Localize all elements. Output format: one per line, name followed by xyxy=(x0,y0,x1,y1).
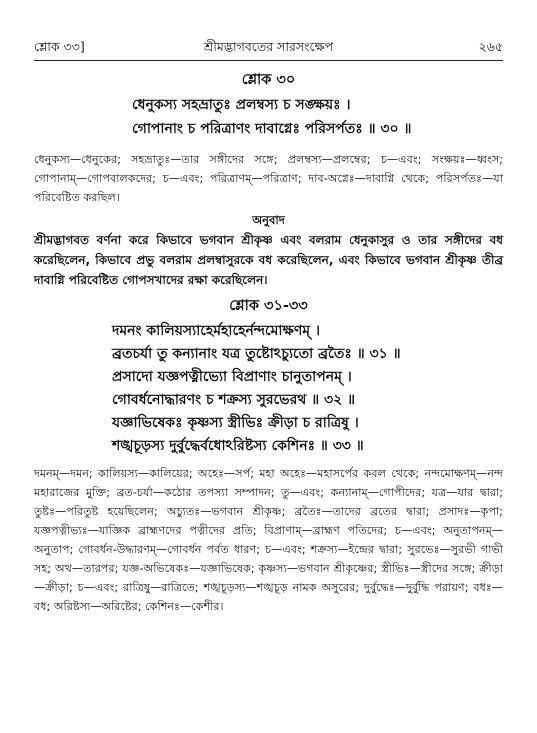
header-page-number: ২৬৫ xyxy=(478,39,503,54)
verse-line: যজ্ঞাভিষেকঃ কৃষ্ণস্য স্ত্রীভিঃ ক্রীড়া চ রাত্রিষু । xyxy=(112,415,359,431)
verse-heading: শ্লোক ৩১-৩৩ xyxy=(229,298,308,314)
header-rule xyxy=(34,60,503,61)
verse-line: ব্রতচর্যা তু কন্যানাং যত্র তুষ্টোঽচ্যুতো ব্রতৈঃ ॥ ৩১ ॥ xyxy=(112,346,401,362)
synonyms-30 xyxy=(34,150,503,207)
synonyms-31-33 xyxy=(34,464,503,616)
translation-title-30 xyxy=(34,211,503,229)
header-book-title: শ্রীমদ্ভাগবতের সারসংক্ষেপ xyxy=(203,39,334,54)
verse-line: গোবর্ধনোদ্ধারণং চ শক্রস্য সুরভেরথ ॥ ৩২ ॥ xyxy=(112,392,356,408)
sanskrit-verse-30-line2 xyxy=(132,118,503,141)
verse-30-heading-block xyxy=(34,70,503,90)
header-verse-ref: শ্লোক ৩৩] xyxy=(34,39,85,54)
verse-line: প্রসাদো যজ্ঞপত্নীভ্যো বিপ্রাণাং চানুতাপনম্ । xyxy=(112,369,352,385)
verse-line: দমনং কালিয়স্যাহের্মহাহের্নন্দমোক্ষণম্ । xyxy=(112,323,320,339)
translation-text: শ্রীমদ্ভাগবত বর্ণনা করে কিভাবে ভগবান শ্রীকৃষ্ণ এবং বলরাম ধেনুকাসুর ও তার সঙ্গীদের বধ করেছিলেন, কিভাবে প্রভু বলরাম প্রলম্বাসুরকে বধ করেছিলেন, এবং কিভাবে ভগবান শ্রীকৃষ্ণ তীব্র দাবাগ্নি পরিবেষ্টিত গোপসখাদের রক্ষা করেছিলেন। xyxy=(34,233,503,287)
word-for-word-synonyms: ধেনুকস্য—ধেনুকের; সহভ্রাতুঃ—তার সঙ্গীদের সঙ্গে; প্রলম্বস্য—প্রলম্বের; চ—এবং; সংক্ষয়ঃ—ধ্বংস; গোপানাম্—গোপবালকদের; চ—এবং; পরিত্রাণম্—পরিত্রাণ; দাব-অগ্নেঃ—দাবাগ্নি থেকে; পরিসর্পতঃ—যা পরিবেষ্টিত করছিল। xyxy=(34,153,503,204)
sanskrit-verse-30 xyxy=(132,94,503,117)
verse-line: ধেনুকস্য সহভ্রাতুঃ প্রলম্বস্য চ সঙ্ক্ষয়ঃ । xyxy=(132,97,351,113)
verse-31-33-heading-block xyxy=(34,296,503,316)
verse-line: শঙ্খচূড়স্য দুর্বুদ্ধের্বধোঽরিষ্টস্য কেশিনঃ ॥ ৩৩ ॥ xyxy=(112,438,364,454)
translation-heading: অনুবাদ xyxy=(252,213,285,227)
running-header xyxy=(34,40,503,58)
sanskrit-verse-31-33 xyxy=(112,320,503,458)
word-for-word-synonyms: দমনম্—দমন; কালিয়স্য—কালিয়ের; অহেঃ—সর্প; মহা অহেঃ—মহাসর্পের কবল থেকে; নন্দমোক্ষণম্—নন্দ মহারাজের মুক্তি; ব্রত-চর্যা—কঠোর তপস্যা সম্পাদন; তু—এবং; কন্যানাম্—গোপীদের; যত্র—যার দ্বারা; তুষ্টঃ—পরিতুষ্ট হয়েছিলেন; অচ্যুতঃ—ভগবান শ্রীকৃষ্ণ; ব্রতৈঃ—তাদের ব্রতের দ্বারা; প্রসাদঃ—কৃপা; যজ্ঞপত্নীভ্যঃ—যাজ্ঞিক ব্রাহ্মণদের পত্নীদের প্রতি; বিপ্রাণাম্—ব্রাহ্মণ পতিদের; চ—এবং; অনুতাপনম্—অনুতাপ; গোবর্ধন-উদ্ধারণম্—গোবর্ধন পর্বত ধারণ; চ—এবং; শক্রস্য—ইন্দ্রের দ্বারা; সুরভেঃ—সুরভী গাভী সহ; অথ—তারপর; যজ্ঞ-অভিষেকঃ—যজ্ঞাভিষেক; কৃষ্ণস্য—ভগবান শ্রীকৃষ্ণের; স্ত্রীভিঃ—স্ত্রীদের সঙ্গে; ক্রীড়া—ক্রীড়া; চ—এবং; রাত্রিষু—রাত্রিতে; শঙ্খচূড়স্য—শঙ্খচূড় নামক অসুরের; দুর্বুদ্ধেঃ—দুর্বুদ্ধি পরায়ণ; বধঃ—বধ; অরিষ্টস্য—অরিষ্টের; কেশিনঃ—কেশীর। xyxy=(34,467,503,613)
translation-30 xyxy=(34,230,503,290)
verse-line: গোপানাং চ পরিত্রাণং দাবাগ্নেঃ পরিসর্পতঃ ॥ ৩০ ॥ xyxy=(132,121,412,137)
verse-heading: শ্লোক ৩০ xyxy=(241,72,296,88)
